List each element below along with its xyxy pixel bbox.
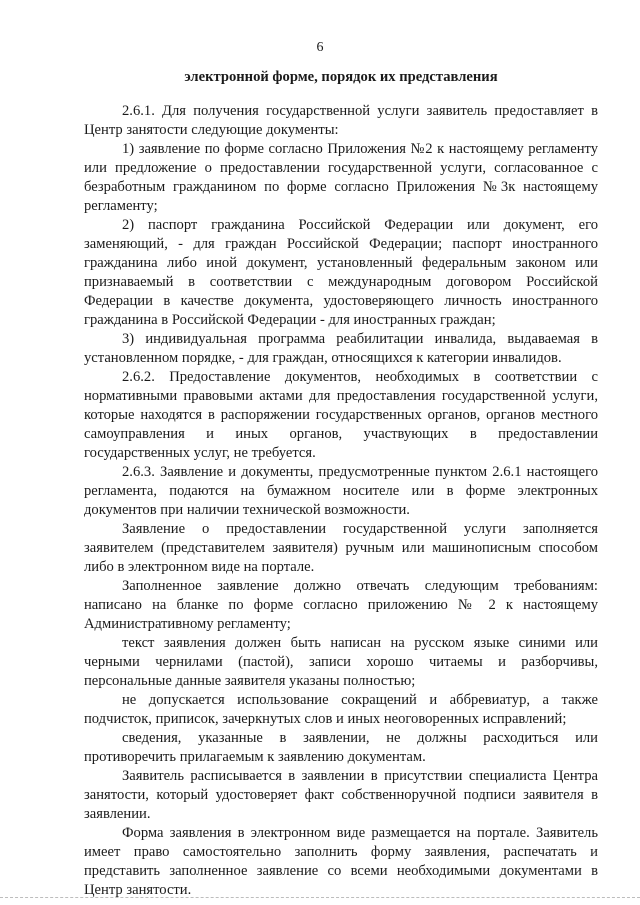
paragraph-2-6-2: 2.6.2. Предоставление документов, необходимых в соответствии с нормативными правовыми актами для предоставления государственной услуги, которые находятся в распоряжении государственных органов, органов местного самоуправления и иных органов, участвующих в предоставлении государственных услуг, не требуется.	[84, 369, 598, 461]
paragraph-item-3: 3) индивидуальная программа реабилитации инвалида, выдаваемая в установленном порядке, - для граждан, относящихся к категории инвалидов.	[84, 331, 598, 366]
paragraph-item-1: 1) заявление по форме согласно Приложения №2 к настоящему регламенту или предложение о предоставлении государственной услуги, согласованное с безработным гражданином по форме согласно Приложения №3к настоящему регламенту;	[84, 141, 598, 214]
page-number: 6	[316, 40, 324, 55]
paragraph-item-2: 2) паспорт гражданина Российской Федерации или документ, его заменяющий, - для граждан Российской Федерации; паспорт иностранного гражданина либо иной документ, установленный федеральным законом или признаваемый в соответствии с международным договором Российской Федерации в качестве документа, удостоверяющего личность иностранного гражданина в Российской Федерации - для иностранных граждан;	[84, 217, 598, 328]
paragraph-electronic-form: Форма заявления в электронном виде размещается на портале. Заявитель имеет право самостоятельно заполнить форму заявления, распечатать и представить заполненное заявление со всеми необходимыми документами в Центр занятости.	[84, 825, 598, 898]
paragraph-2-6-3: 2.6.3. Заявление и документы, предусмотренные пунктом 2.6.1 настоящего регламента, подаются на бумажном носителе или в форме электронных документов при наличии технической возможности.	[84, 464, 598, 518]
paragraph-2-6-1: 2.6.1. Для получения государственной услуги заявитель предоставляет в Центр занятости следующие документы:	[84, 103, 598, 138]
paragraph-signature: Заявитель расписывается в заявлении в присутствии специалиста Центра занятости, который удостоверяет факт собственноручной подписи заявителя в заявлении.	[84, 768, 598, 822]
footer-divider	[0, 897, 640, 899]
body-text	[84, 102, 598, 900]
paragraph-text-requirements: текст заявления должен быть написан на русском языке синими или черными чернилами (пастой), записи хорошо читаемы и разборчивы, персональные данные заявителя указаны полностью;	[84, 635, 598, 689]
paragraph-consistency: сведения, указанные в заявлении, не должны расходиться или противоречить прилагаемым к заявлению документам.	[84, 730, 598, 765]
paragraph-application-filling: Заявление о предоставлении государственной услуги заполняется заявителем (представителем заявителя) ручным или машинописным способом либо в электронном виде на портале.	[84, 521, 598, 575]
paragraph-no-abbreviations: не допускается использование сокращений и аббревиатур, а также подчисток, приписок, зачеркнутых слов и иных неоговоренных исправлений;	[84, 692, 598, 727]
paragraph-requirements: Заполненное заявление должно отвечать следующим требованиям: написано на бланке по форме согласно приложению № 2 к настоящему Административному регламенту;	[84, 578, 598, 632]
section-heading: электронной форме, порядок их представления	[184, 69, 498, 85]
